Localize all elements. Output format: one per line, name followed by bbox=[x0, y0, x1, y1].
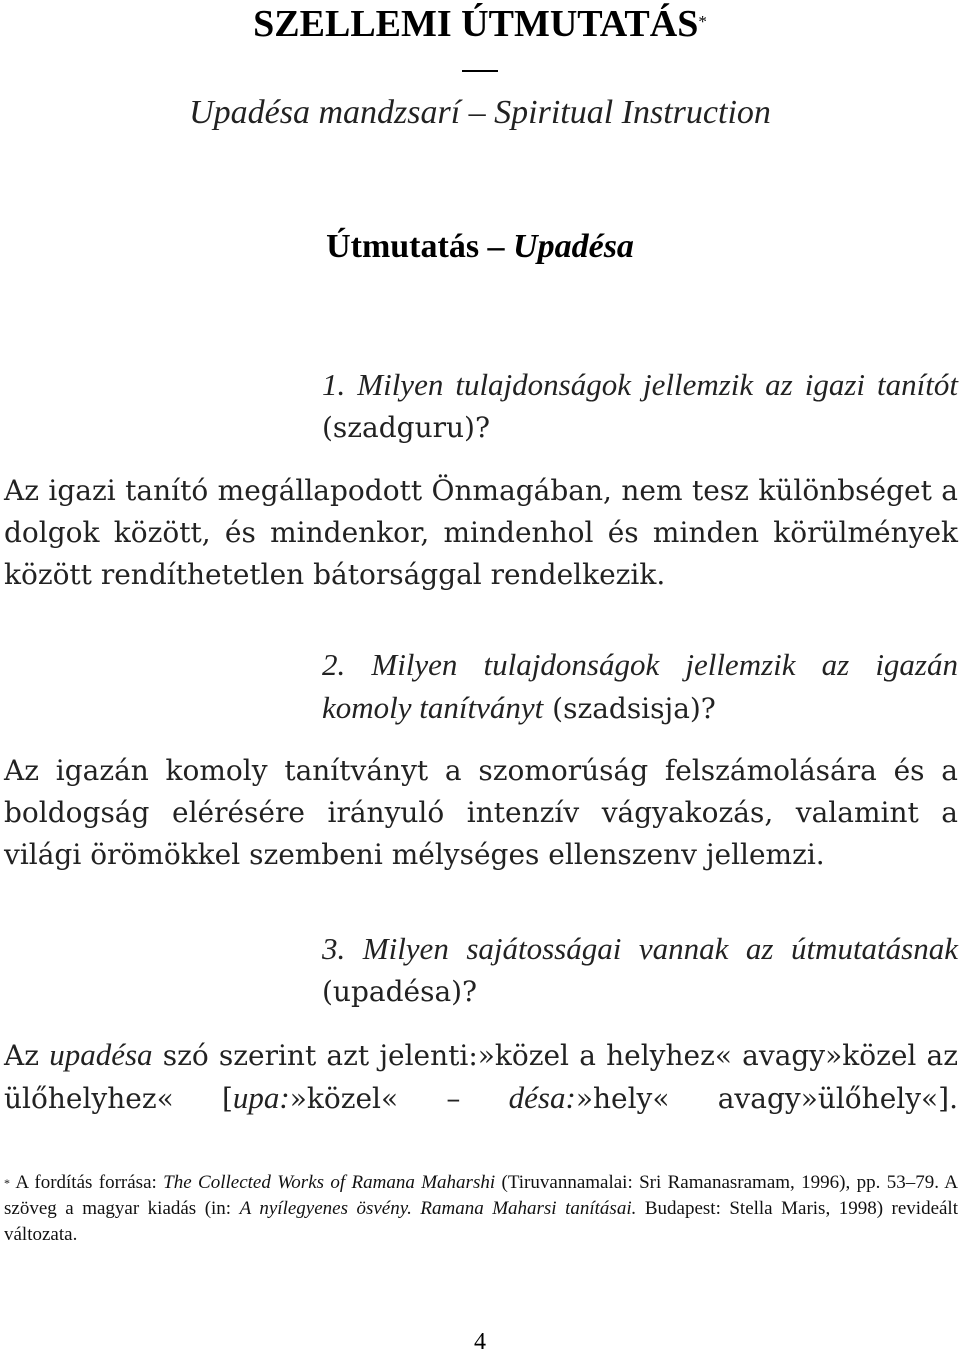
answer-3-part-1: Az bbox=[4, 1039, 50, 1072]
answer-1-text: Az igazi tanító megállapodott Önmagában, nem tesz különbséget a dolgok között, és mindenkor, mindenhol és minden körülmények között rendíthetetlen bátorsággal rendelkezik. bbox=[4, 474, 958, 591]
answer-3-text bbox=[4, 1034, 958, 1120]
section-heading-italic: Upadésa bbox=[513, 228, 634, 265]
document-title bbox=[0, 4, 960, 44]
page-number: 4 bbox=[474, 1329, 486, 1355]
answer-2-text: Az igazán komoly tanítványt a szomorúság felszámolására és a boldogság elérésére irányuló intenzív vágyakozás, valamint a világi örömökkel szembeni mélységes ellenszenv jellemzi. bbox=[4, 754, 958, 871]
question-1-italic: 1. Milyen tulajdonságok jellemzik az igazi tanítót bbox=[322, 367, 958, 402]
answer-1 bbox=[4, 470, 958, 596]
footnote-text-3: Budapest: Stella Maris, 1998) revideált változata. bbox=[4, 1198, 958, 1245]
question-1-plain: (szadguru)? bbox=[322, 411, 490, 444]
answer-2 bbox=[4, 750, 958, 876]
footnote bbox=[4, 1170, 958, 1248]
footnote-italic-1: The Collected Works of Ramana Maharshi bbox=[163, 1172, 496, 1193]
question-3-plain: (upadésa)? bbox=[322, 975, 478, 1008]
document-subtitle: Upadésa mandzsarí – Spiritual Instruction bbox=[189, 94, 771, 131]
question-2-italic: 2. Milyen tulajdonságok jellemzik az igazán komoly tanítványt bbox=[322, 647, 958, 725]
section-heading-plain: Útmutatás – bbox=[326, 228, 514, 265]
answer-3-italic-1: upadésa bbox=[49, 1037, 153, 1072]
question-2 bbox=[322, 644, 958, 730]
footnote-text-1: A fordítás forrása: bbox=[10, 1172, 164, 1193]
footnote-text-2: (Tiruvannamalai: Sri Ramanasramam, 1996), pp. 53–79. A szöveg a magyar kiadás (in: bbox=[4, 1172, 959, 1219]
title-footnote-mark: * bbox=[698, 12, 707, 31]
answer-3 bbox=[4, 1034, 958, 1120]
question-3-italic: 3. Milyen sajátosságai vannak az útmutatásnak bbox=[322, 931, 958, 966]
answer-3-part-2: szó szerint azt jelenti:»közel a helyhez« avagy»közel az ülőhelyhez« [ bbox=[4, 1039, 959, 1115]
title-separator-dash bbox=[462, 70, 498, 72]
answer-3-italic-2: upa: bbox=[232, 1080, 290, 1115]
answer-3-part-3: »közel« – bbox=[289, 1082, 509, 1115]
answer-3-part-4: »hely« avagy»ülőhely«]. bbox=[575, 1082, 958, 1115]
title-text: SZELLEMI ÚTMUTATÁS bbox=[253, 3, 699, 45]
question-3 bbox=[322, 928, 958, 1013]
question-2-plain: (szadsisja)? bbox=[543, 692, 716, 725]
section-heading bbox=[0, 226, 960, 268]
answer-3-italic-3: désa: bbox=[508, 1080, 576, 1115]
footnote-mark: * bbox=[4, 1176, 10, 1190]
question-1 bbox=[322, 364, 958, 449]
footnote-italic-2: A nyílegyenes ösvény. Ramana Maharsi tanításai. bbox=[239, 1198, 637, 1219]
